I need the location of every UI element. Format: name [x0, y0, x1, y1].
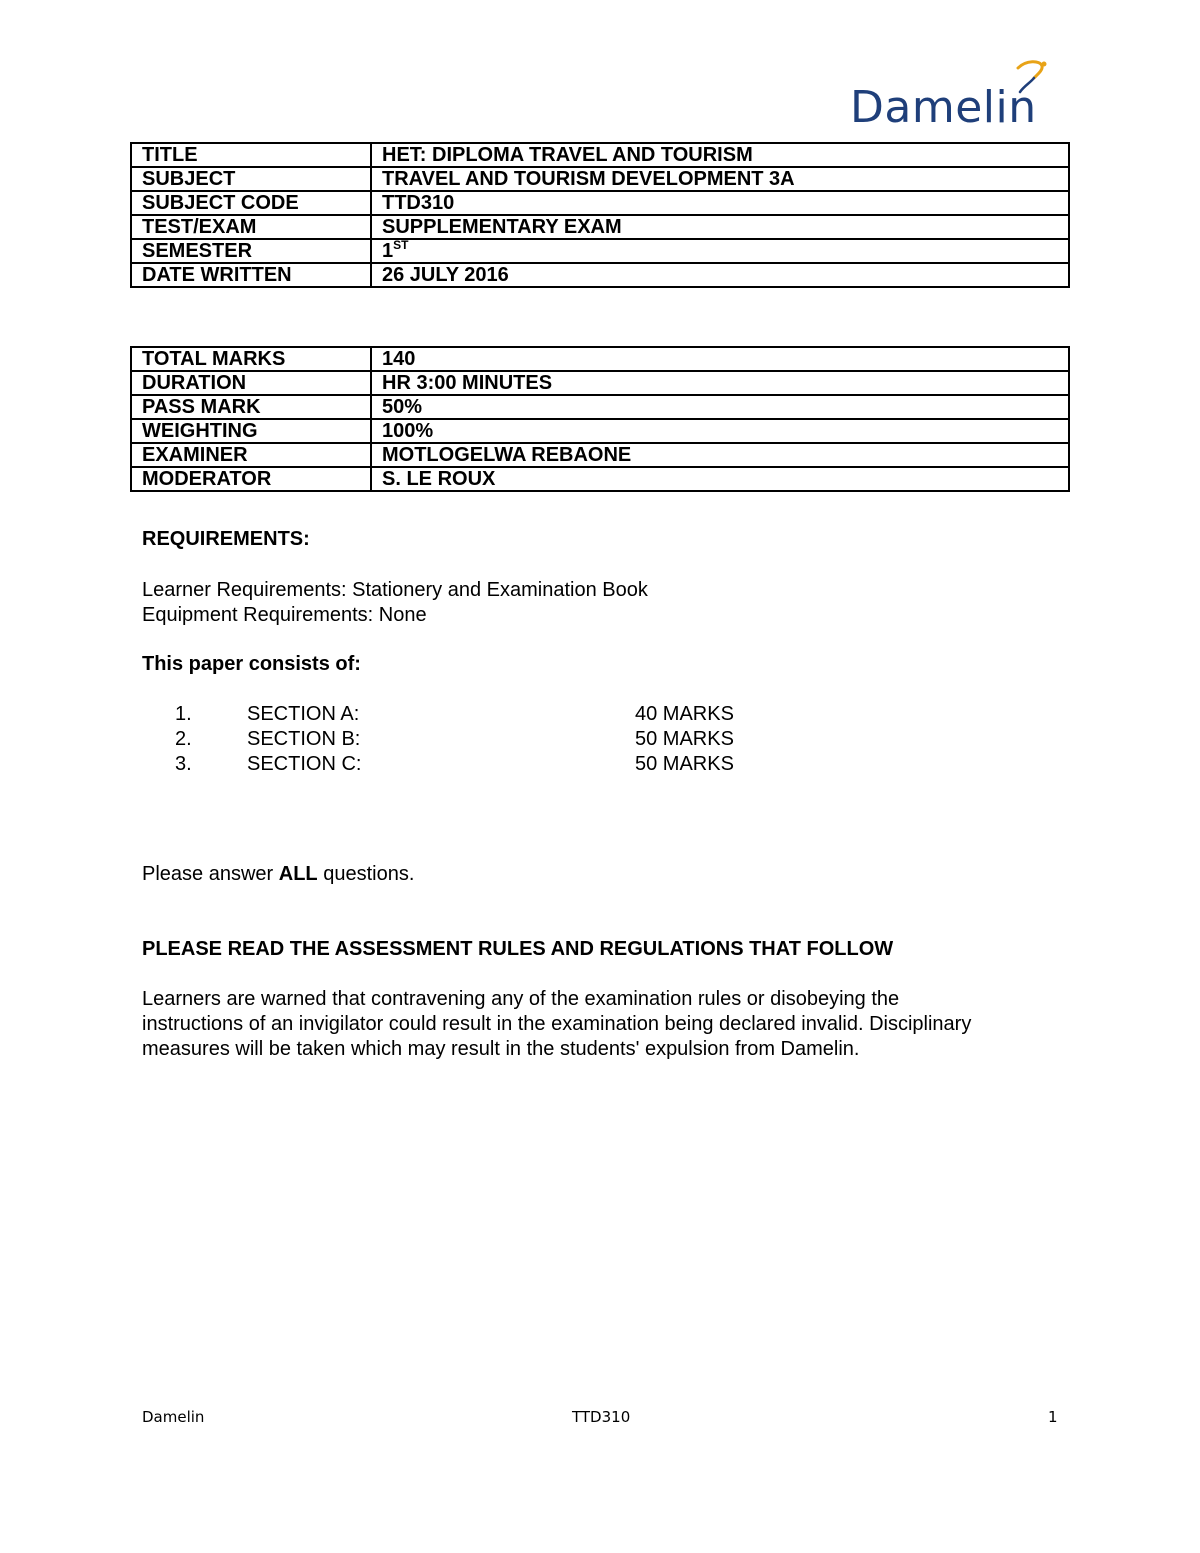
table-row — [131, 191, 1069, 215]
row-label: DATE WRITTEN — [131, 263, 371, 287]
row-value: 26 JULY 2016 — [371, 263, 1069, 287]
row-value: TRAVEL AND TOURISM DEVELOPMENT 3A — [371, 167, 1069, 191]
answer-text-after: questions. — [317, 863, 415, 885]
row-label: WEIGHTING — [131, 419, 371, 443]
row-value: 140 — [371, 347, 1069, 371]
page-number: 1 — [1048, 1408, 1058, 1426]
row-value: 100% — [371, 419, 1069, 443]
requirements-heading: REQUIREMENTS: — [142, 528, 310, 550]
exam-marks-table — [130, 346, 1070, 492]
section-name: SECTION A: — [247, 703, 360, 725]
equipment-requirements: Equipment Requirements: None — [142, 604, 427, 626]
row-value: TTD310 — [371, 191, 1069, 215]
rules-paragraph-line: measures will be taken which may result in the students' expulsion from Damelin. — [142, 1038, 860, 1060]
table-row — [131, 167, 1069, 191]
row-value: HET: DIPLOMA TRAVEL AND TOURISM — [371, 143, 1069, 167]
section-name: SECTION C: — [247, 753, 362, 775]
row-label: SUBJECT CODE — [131, 191, 371, 215]
section-number: 1. — [175, 703, 192, 725]
section-name: SECTION B: — [247, 728, 361, 750]
table-row — [131, 419, 1069, 443]
row-label: SEMESTER — [131, 239, 371, 263]
row-label: TEST/EXAM — [131, 215, 371, 239]
table-row — [131, 395, 1069, 419]
section-number: 2. — [175, 728, 192, 750]
logo-wordmark: Damelin — [850, 82, 1037, 133]
paper-consists-heading: This paper consists of: — [142, 653, 361, 675]
table-row — [131, 239, 1069, 263]
rules-paragraph-line: instructions of an invigilator could result in the examination being declared invalid. Disciplinary — [142, 1013, 972, 1035]
row-value — [371, 239, 1069, 263]
answer-text-before: Please answer — [142, 863, 279, 885]
semester-superscript: ST — [393, 239, 409, 252]
section-marks: 50 MARKS — [635, 728, 734, 750]
section-number: 3. — [175, 753, 192, 775]
footer-center: TTD310 — [572, 1408, 631, 1426]
section-marks: 50 MARKS — [635, 753, 734, 775]
table-row — [131, 143, 1069, 167]
row-label: TOTAL MARKS — [131, 347, 371, 371]
table-row — [131, 263, 1069, 287]
table-row — [131, 467, 1069, 491]
learner-requirements: Learner Requirements: Stationery and Examination Book — [142, 579, 648, 601]
table-row — [131, 443, 1069, 467]
row-label: EXAMINER — [131, 443, 371, 467]
table-row — [131, 215, 1069, 239]
row-value: HR 3:00 MINUTES — [371, 371, 1069, 395]
footer-left: Damelin — [142, 1408, 205, 1426]
row-label: SUBJECT — [131, 167, 371, 191]
damelin-logo — [850, 58, 1085, 138]
row-value: S. LE ROUX — [371, 467, 1069, 491]
rules-paragraph-line: Learners are warned that contravening any of the examination rules or disobeying the — [142, 988, 900, 1010]
row-label: PASS MARK — [131, 395, 371, 419]
table-row — [131, 347, 1069, 371]
rules-heading: PLEASE READ THE ASSESSMENT RULES AND REGULATIONS THAT FOLLOW — [142, 938, 894, 960]
table-row — [131, 371, 1069, 395]
row-value: SUPPLEMENTARY EXAM — [371, 215, 1069, 239]
semester-value: 1 — [382, 240, 394, 262]
row-label: MODERATOR — [131, 467, 371, 491]
exam-details-table — [130, 142, 1070, 288]
answer-text-bold: ALL — [278, 863, 318, 885]
row-value: MOTLOGELWA REBAONE — [371, 443, 1069, 467]
row-label: DURATION — [131, 371, 371, 395]
row-value: 50% — [371, 395, 1069, 419]
row-label: TITLE — [131, 143, 371, 167]
answer-instruction — [142, 862, 414, 887]
section-marks: 40 MARKS — [635, 703, 734, 725]
